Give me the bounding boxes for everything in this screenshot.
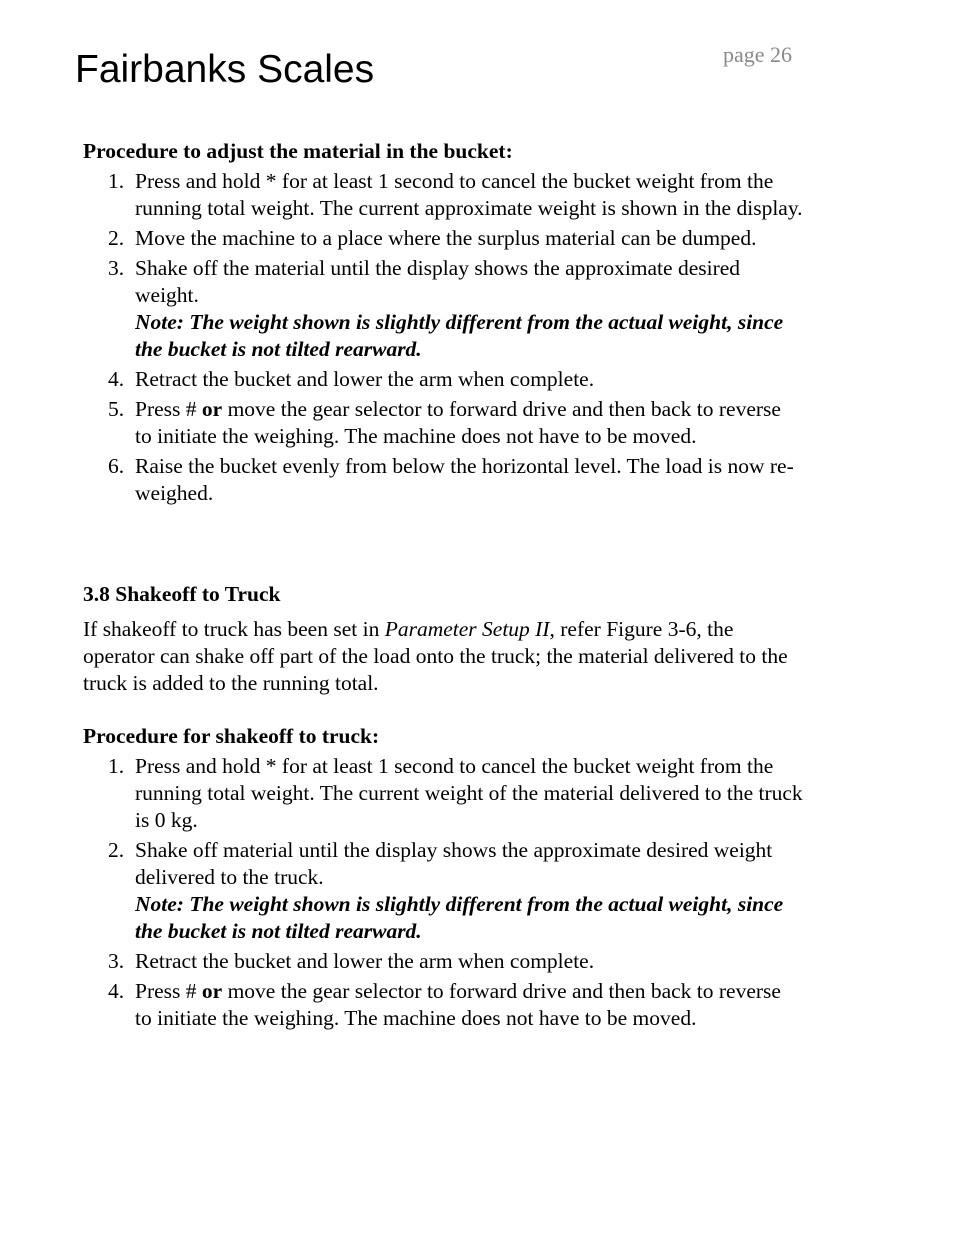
step-number: 3. (108, 256, 125, 280)
adjust-step (83, 225, 803, 252)
step-text: Shake off material until the display shows the approximate desired weight delivered to the truck. (135, 838, 773, 889)
step-text-bold: or (201, 979, 223, 1003)
step-text-post: move the gear selector to forward drive and then back to reverse to initiate the weighing. The machine does not have to be moved. (135, 979, 781, 1030)
truck-step (83, 978, 803, 1032)
step-number: 5. (108, 397, 125, 421)
step-text: Retract the bucket and lower the arm when complete. (135, 949, 595, 973)
step-number: 1. (108, 169, 125, 193)
step-number: 4. (108, 367, 125, 391)
truck-steps-list (83, 753, 803, 1032)
step-text: Retract the bucket and lower the arm when complete. (135, 367, 595, 391)
step-text: Shake off the material until the display shows the approximate desired weight. (135, 256, 741, 307)
brand-title: Fairbanks Scales (75, 48, 375, 91)
step-number: 3. (108, 949, 125, 973)
step-text: Raise the bucket evenly from below the horizontal level. The load is now re-weighed. (135, 454, 794, 505)
adjust-step (83, 396, 803, 450)
page-content (83, 138, 803, 1032)
step-text-bold: or (201, 397, 223, 421)
intro-pre: If shakeoff to truck has been set in (83, 617, 385, 641)
truck-procedure-heading: Procedure for shakeoff to truck: (83, 724, 380, 748)
step-text-pre: Press # (135, 979, 202, 1003)
step-text-post: move the gear selector to forward drive and then back to reverse to initiate the weighing. The machine does not have to be moved. (135, 397, 781, 448)
step-text: Press and hold * for at least 1 second to cancel the bucket weight from the running total weight. The current weight of the material delivered to the truck is 0 kg. (135, 754, 803, 832)
step-note: Note: The weight shown is slightly different from the actual weight, since the bucket is not tilted rearward. (135, 892, 784, 943)
step-number: 1. (108, 754, 125, 778)
step-number: 2. (108, 838, 125, 862)
truck-step (83, 837, 803, 945)
step-number: 6. (108, 454, 125, 478)
step-text: Move the machine to a place where the surplus material can be dumped. (135, 226, 757, 250)
adjust-step (83, 168, 803, 222)
page-number: page 26 (723, 42, 793, 67)
adjust-steps-list (83, 168, 803, 507)
step-text-pre: Press # (135, 397, 202, 421)
step-note: Note: The weight shown is slightly different from the actual weight, since the bucket is not tilted rearward. (135, 310, 784, 361)
truck-step (83, 948, 803, 975)
section-intro (83, 616, 803, 697)
intro-italic: Parameter Setup II (384, 617, 550, 641)
step-number: 2. (108, 226, 125, 250)
adjust-step (83, 366, 803, 393)
adjust-procedure-heading: Procedure to adjust the material in the bucket: (83, 139, 513, 163)
adjust-step (83, 255, 803, 363)
intro-post: , refer Figure 3-6, the operator can shake off part of the load onto the truck; the material delivered to the truck is added to the running total. (83, 617, 788, 695)
truck-step (83, 753, 803, 834)
step-text: Press and hold * for at least 1 second to cancel the bucket weight from the running total weight. The current approximate weight is shown in the display. (135, 169, 803, 220)
section-title: 3.8 Shakeoff to Truck (83, 582, 281, 606)
adjust-step (83, 453, 803, 507)
step-number: 4. (108, 979, 125, 1003)
